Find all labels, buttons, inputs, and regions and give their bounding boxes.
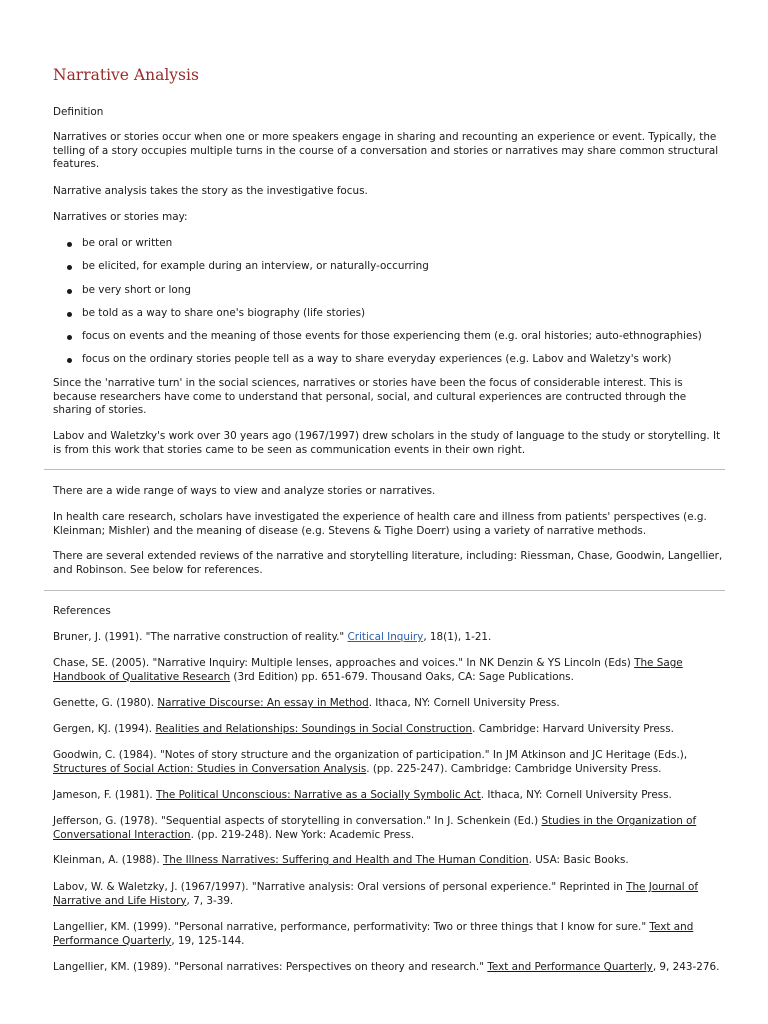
section-heading-definition: Definition (53, 106, 104, 118)
reference-text: , 7, 3-39. (186, 894, 234, 907)
reference-text: Jameson, F. (1981). (53, 789, 156, 801)
reference-entry (53, 697, 723, 711)
divider (44, 469, 725, 470)
reference-title: The Sage Handbook of Qualitative Research (53, 657, 683, 683)
reference-text: . (pp. 219-248). New York: Academic Press. (190, 828, 415, 841)
reference-text: , 18(1), 1-21. (423, 631, 492, 643)
reference-entry (53, 815, 723, 842)
reference-text: Bruner, J. (1991). "The narrative construction of reality." (53, 631, 348, 643)
paragraph-stories-may: Narratives or stories may: (53, 211, 188, 223)
paragraph-health-care: In health care research, scholars have investigated the experience of health care and illness from patients' perspectives (e.g. Kleinman; Mishler) and the meaning of disease (e.g. Stevens & Tighe Doerr) using a variety of narrative methods. (53, 511, 707, 537)
paragraph-reviews: There are several extended reviews of the narrative and storytelling literature, including: Riessman, Chase, Goodwin, Langellier, and Robinson. See below for references. (53, 550, 723, 576)
reference-entry (53, 961, 723, 975)
reference-text: Langellier, KM. (1999). "Personal narrative, performance, performativity: Two or three things that I know for sure." (53, 921, 650, 933)
reference-text: . Ithaca, NY: Cornell University Press. (368, 697, 560, 709)
reference-title: The Journal of Narrative and Life History (53, 881, 699, 907)
reference-title: Realities and Relationships: Soundings in Social Construction (155, 723, 473, 735)
reference-entry (53, 631, 723, 645)
paragraph-ways-to-view: There are a wide range of ways to view and analyze stories or narratives. (53, 485, 436, 497)
paragraph-labov-waletzky: Labov and Waletzky's work over 30 years ago (1967/1997) drew scholars in the study of language to the study or storytelling. It is from this work that stories came to be seen as communication events in their own right. (53, 430, 721, 456)
reference-title-link[interactable]: Critical Inquiry (347, 631, 424, 643)
bullet-marker (66, 260, 74, 274)
reference-text: . USA: Basic Books. (528, 854, 629, 866)
reference-text: Langellier, KM. (1989). "Personal narratives: Perspectives on theory and research." (53, 961, 488, 973)
reference-text: Kleinman, A. (1988). (53, 854, 163, 866)
reference-title: Studies in the Organization of Conversational Interaction (53, 815, 697, 841)
reference-entry (53, 749, 723, 776)
reference-text: Chase, SE. (2005). "Narrative Inquiry: Multiple lenses, approaches and voices." In NK Denzin & YS Lincoln (Eds) (53, 657, 635, 669)
reference-title: The Illness Narratives: Suffering and Health and The Human Condition (162, 854, 529, 866)
bullet-item: be very short or long (82, 284, 191, 296)
paragraph-investigative-focus: Narrative analysis takes the story as the investigative focus. (53, 185, 368, 197)
bullet-item: be oral or written (82, 237, 173, 249)
reference-title: The Political Unconscious: Narrative as a Socially Symbolic Act (155, 789, 481, 801)
reference-title: Text and Performance Quarterly (487, 961, 653, 973)
bullet-marker (66, 237, 74, 251)
bullet-marker (66, 330, 74, 344)
reference-text: . Cambridge: Harvard University Press. (472, 723, 674, 735)
reference-text: , 19, 125-144. (171, 934, 245, 947)
reference-text: Genette, G. (1980). (53, 697, 158, 709)
reference-text: Labov, W. & Waletzky, J. (1967/1997). "Narrative analysis: Oral versions of personal experience." Reprinted in (53, 881, 627, 893)
reference-title: Structures of Social Action: Studies in Conversation Analysis (53, 762, 367, 775)
reference-text: . (pp. 225-247). Cambridge: Cambridge University Press. (366, 762, 662, 775)
paragraph-narrative-turn: Since the 'narrative turn' in the social sciences, narratives or stories have been the focus of considerable interest. This is because researchers have come to understand that personal, social, and cultural experiences are contructed through the sharing of stories. (53, 377, 687, 416)
reference-entry (53, 657, 723, 684)
reference-text: Jefferson, G. (1978). "Sequential aspects of storytelling in conversation." In J. Schenkein (Ed.) (53, 815, 542, 827)
reference-entry (53, 881, 723, 908)
reference-text: , 9, 243-276. (652, 961, 720, 973)
bullet-marker (66, 353, 74, 367)
reference-entry (53, 854, 723, 868)
reference-text: Gergen, KJ. (1994). (53, 723, 156, 735)
reference-text: . Ithaca, NY: Cornell University Press. (480, 789, 672, 801)
bullet-item: be told as a way to share one's biography (life stories) (82, 307, 366, 319)
reference-entry (53, 723, 723, 737)
reference-title: Narrative Discourse: An essay in Method (157, 697, 369, 709)
bullet-marker (66, 307, 74, 321)
paragraph-definition: Narratives or stories occur when one or more speakers engage in sharing and recounting an experience or event. Typically, the telling of a story occupies multiple turns in the course of a conversation and stories or narratives may share common structural features. (53, 131, 719, 170)
reference-entry (53, 921, 723, 948)
bullet-marker (66, 284, 74, 298)
reference-text: (3rd Edition) pp. 651-679. Thousand Oaks, CA: Sage Publications. (230, 670, 574, 683)
bullet-item: be elicited, for example during an interview, or naturally-occurring (82, 260, 429, 272)
reference-title: Text and Performance Quarterly (53, 921, 694, 947)
bullet-item: focus on events and the meaning of those events for those experiencing them (e.g. oral histories; auto-ethnographies) (82, 330, 702, 342)
bullet-item: focus on the ordinary stories people tell as a way to share everyday experiences (e.g. Labov and Waletzy's work) (82, 353, 672, 365)
divider (44, 590, 725, 591)
page-title: Narrative Analysis (53, 66, 199, 84)
reference-text: Goodwin, C. (1984). "Notes of story structure and the organization of participation." In JM Atkinson and JC Heritage (Eds.), (53, 749, 688, 761)
reference-entry (53, 789, 723, 803)
references-heading: References (53, 605, 111, 617)
